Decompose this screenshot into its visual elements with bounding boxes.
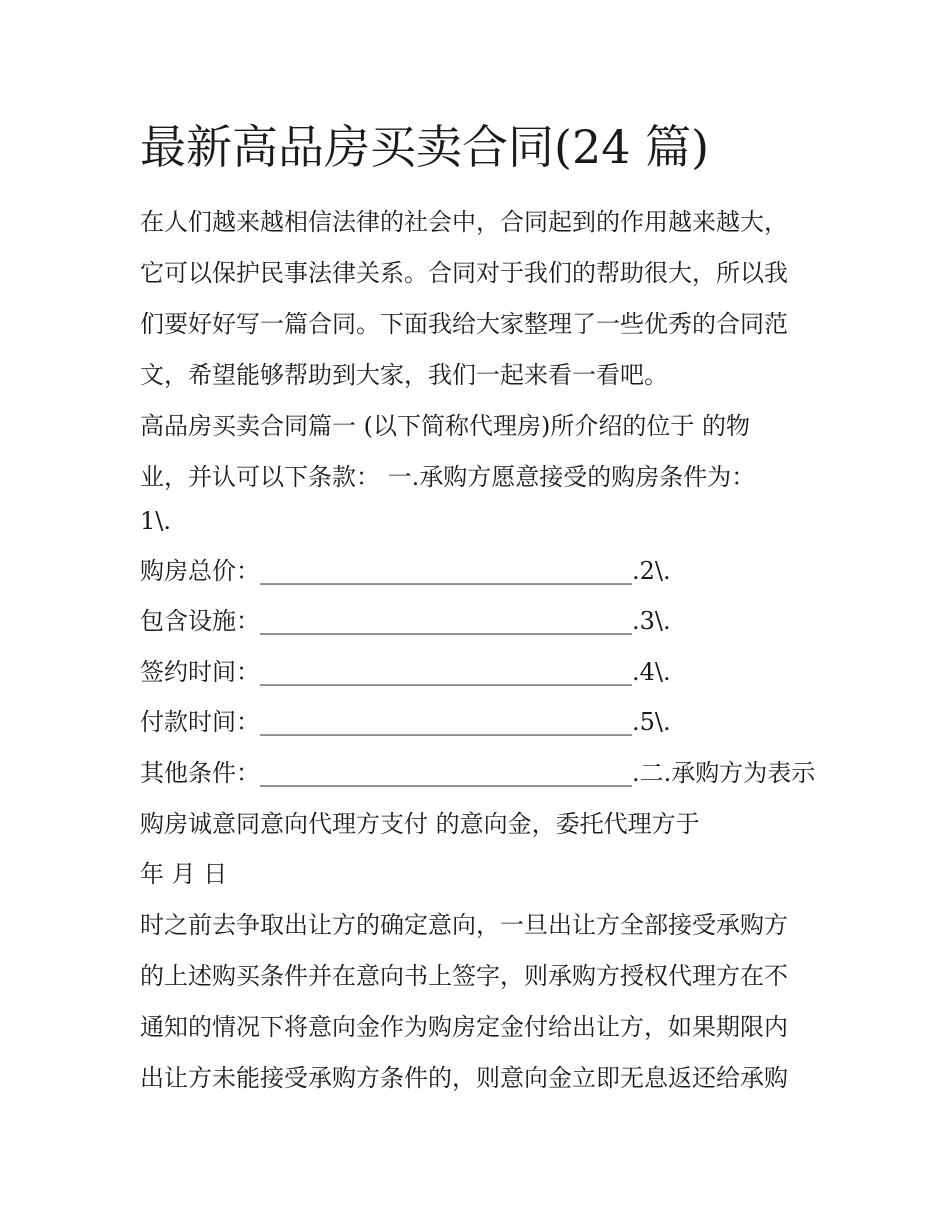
form-field-line: 签约时间：_______________________________.4\.	[140, 658, 671, 686]
paragraph-line: 年 月 日	[140, 860, 228, 888]
form-field-line: 包含设施：_______________________________.3\.	[140, 607, 671, 635]
document-title: 最新高品房买卖合同(24 篇)	[140, 120, 710, 174]
paragraph-line: 高品房买卖合同篇一 (以下简称代理房)所介绍的位于 的物	[140, 412, 750, 440]
form-field-line: 购房总价：_______________________________.2\.	[140, 557, 671, 585]
paragraph-line: 文，希望能够帮助到大家，我们一起来看一看吧。	[140, 361, 668, 389]
form-field-line: 其他条件：_______________________________.二.承购方为表示	[140, 759, 816, 787]
paragraph-line: 它可以保护民事法律关系。合同对于我们的帮助很大，所以我	[140, 259, 788, 287]
paragraph-line: 在人们越来越相信法律的社会中，合同起到的作用越来越大，	[140, 208, 788, 236]
form-field-line: 付款时间：_______________________________.5\.	[140, 708, 671, 736]
paragraph-line: 时之前去争取出让方的确定意向，一旦出让方全部接受承购方	[140, 911, 788, 939]
paragraph-line: 业，并认可以下条款： 一.承购方愿意接受的购房条件为：	[140, 463, 756, 491]
paragraph-line: 通知的情况下将意向金作为购房定金付给出让方，如果期限内	[140, 1013, 788, 1041]
paragraph-line: 1\.	[140, 507, 171, 535]
paragraph-line: 出让方未能接受承购方条件的，则意向金立即无息返还给承购	[140, 1064, 788, 1092]
paragraph-line: 的上述购买条件并在意向书上签字，则承购方授权代理方在不	[140, 962, 788, 990]
paragraph-line: 们要好好写一篇合同。下面我给大家整理了一些优秀的合同范	[140, 310, 788, 338]
paragraph-line: 购房诚意同意向代理方支付 的意向金，委托代理方于	[140, 810, 700, 838]
